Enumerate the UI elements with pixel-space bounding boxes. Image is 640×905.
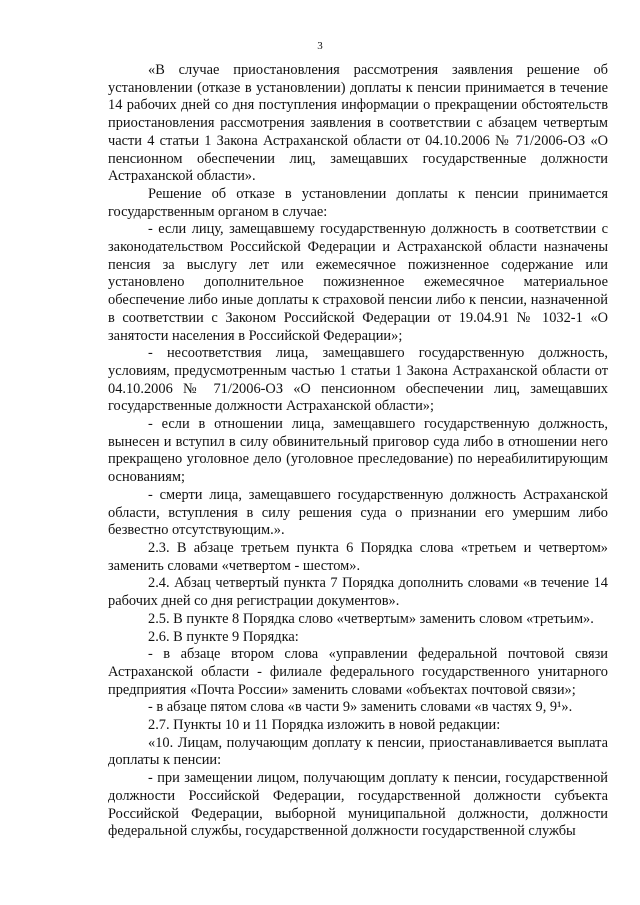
paragraph-11: - в абзаце втором слова «управлении федеральной почтовой связи Астраханской области - филиале федерального государственного унитарного предприятия «Почта России» заменить словами «объектах почтовой связи»;: [108, 646, 608, 698]
paragraph-5: - если в отношении лица, замещавшего государственную должность, вынесен и вступил в силу обвинительный приговор суда либо в отношении него прекращено уголовное дело (уголовное преследование) по нереабилитирующим основаниям;: [108, 416, 608, 486]
paragraph-10: 2.6. В пункте 9 Порядка:: [148, 628, 299, 645]
paragraph-15: - при замещении лицом, получающим доплату к пенсии, государственной должности Российской Федерации, государственной должности субъекта Российской Федерации, выборной муниципальной должности, должности федеральной службы, государственной должности государственной службы: [108, 770, 608, 840]
page-number: 3: [317, 40, 323, 52]
paragraph-9: 2.5. В пункте 8 Порядка слово «четвертым» заменить словом «третьим».: [148, 610, 594, 627]
document-body: [108, 62, 608, 841]
paragraph-1: «В случае приостановления рассмотрения заявления решение об установлении (отказе в установлении) доплаты к пенсии принимается в течение 14 рабочих дней со дня поступления информации о прекращении обстоятельств приостановления рассмотрения заявления в соответствии с абзацем четвертым части 4 статьи 1 Закона Астраханской области от 04.10.2006 № 71/2006-ОЗ «О пенсионном обеспечении лиц, замещавших государственные должности Астраханской области».: [108, 62, 608, 185]
paragraph-3: - если лицу, замещавшему государственную должность в соответствии с законодательством Российской Федерации и Астраханской области назначены пенсия за выслугу лет или ежемесячное пожизненное содержание или установлено дополнительное пожизненное ежемесячное материальное обеспечение либо иные доплаты к страховой пенсии либо к пенсии, назначенной в соответствии с Законом Российской Федерации от 19.04.91 № 1032-1 «О занятости населения в Российской Федерации»;: [108, 221, 608, 344]
paragraph-4: - несоответствия лица, замещавшего государственную должность, условиям, предусмотренным частью 1 статьи 1 Закона Астраханской области от 04.10.2006 № 71/2006-ОЗ «О пенсионном обеспечении лиц, замещавших государственные должности Астраханской области»;: [108, 345, 608, 415]
paragraph-13: 2.7. Пункты 10 и 11 Порядка изложить в новой редакции:: [148, 717, 501, 734]
paragraph-6: - смерти лица, замещавшего государственную должность Астраханской области, вступления в силу решения суда о признании его умершим либо безвестно отсутствующим.».: [108, 486, 608, 539]
paragraph-2: Решение об отказе в установлении доплаты к пенсии принимается государственным органом в случае:: [108, 185, 608, 220]
paragraph-12: - в абзаце пятом слова «в части 9» заменить словами «в частях 9, 9¹».: [148, 699, 573, 716]
paragraph-7: 2.3. В абзаце третьем пункта 6 Порядка слова «третьем и четвертом» заменить словами «четвертом - шестом».: [108, 539, 608, 574]
paragraph-14: «10. Лицам, получающим доплату к пенсии, приостанавливается выплата доплаты к пенсии:: [108, 734, 608, 769]
paragraph-8: 2.4. Абзац четвертый пункта 7 Порядка дополнить словами «в течение 14 рабочих дней со дня регистрации документов».: [108, 575, 608, 610]
